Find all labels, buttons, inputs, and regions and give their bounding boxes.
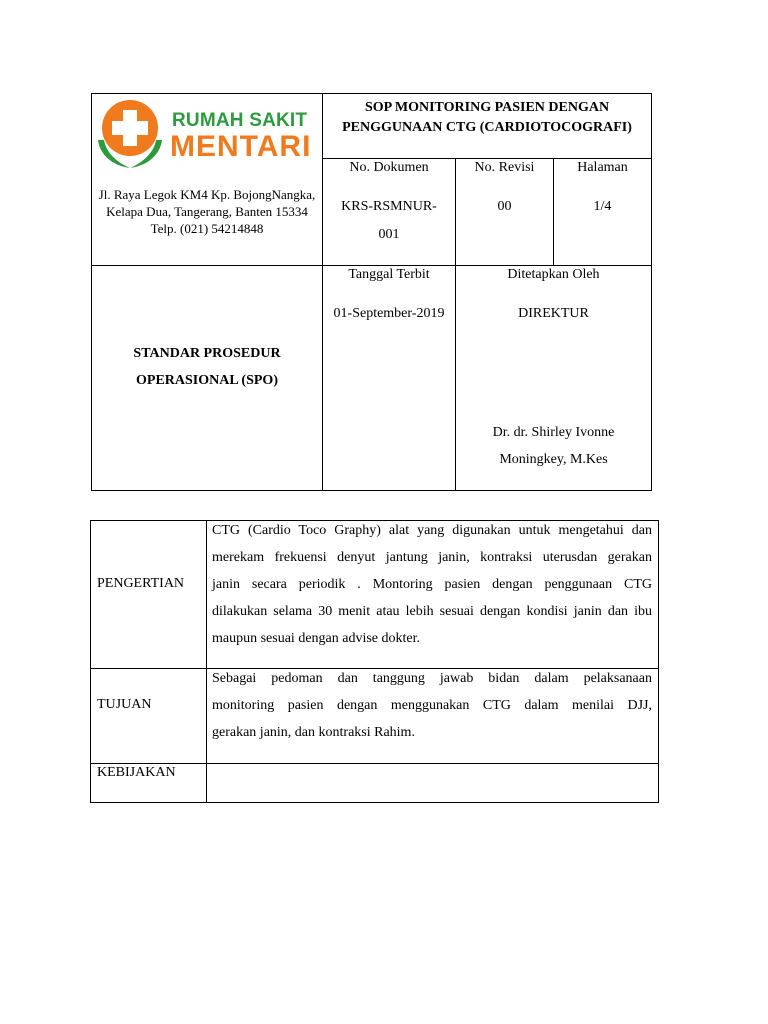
purpose-line: monitoring pasien dengan menggunakan CTG dalam menilai DJJ, [212, 698, 652, 713]
definition-line: dilakukan selama 30 menit atau lebih sesuai dengan kondisi janin dan ibu [212, 604, 652, 619]
approved-by-role: DIREKTUR [518, 306, 589, 321]
document-title-line1: SOP MONITORING PASIEN DENGAN [364, 100, 610, 115]
doc-number-label: No. Dokumen [349, 160, 429, 175]
issue-date-label: Tanggal Terbit [348, 267, 430, 282]
page-label: Halaman [577, 160, 628, 175]
logo-text-line2: MENTARI [170, 130, 312, 163]
address-line2: Kelapa Dua, Tangerang, Banten 15334 [106, 204, 308, 219]
hospital-logo [94, 96, 318, 172]
purpose-label: TUJUAN [97, 697, 152, 712]
policy-content-cell [206, 763, 659, 803]
issue-date-cell [322, 265, 456, 491]
purpose-line: gerakan janin, dan kontraksi Rahim. [212, 725, 415, 740]
approver-name-line1: Dr. dr. Shirley Ivonne [492, 425, 615, 440]
definition-line: merekam frekuensi denyut jantung janin, kontraksi uterusdan gerakan [212, 550, 652, 565]
doc-number-value-line1: KRS-RSMNUR- [341, 199, 437, 214]
address-line3: Telp. (021) 54214848 [150, 221, 264, 236]
document-title-line2: PENGGUNAAN CTG (CARDIOTOCOGRAFI) [342, 120, 632, 135]
definition-line: CTG (Cardio Toco Graphy) alat yang digunakan untuk mengetahui dan [212, 523, 652, 538]
revision-label: No. Revisi [474, 160, 535, 175]
definition-line: maupun sesuai dengan advise dokter. [212, 631, 421, 646]
page-value: 1/4 [593, 199, 612, 214]
spo-title-line2: OPERASIONAL (SPO) [136, 373, 278, 388]
approved-by-label: Ditetapkan Oleh [507, 267, 600, 282]
spo-title-line1: STANDAR PROSEDUR [133, 346, 281, 361]
revision-value: 00 [497, 199, 512, 214]
cross-hands-icon [94, 96, 170, 172]
definition-label: PENGERTIAN [97, 576, 185, 591]
definition-label-cell [90, 520, 207, 669]
definition-line: janin secara periodik . Montoring pasien dengan penggunaan CTG [212, 577, 652, 592]
doc-number-value-line2: 001 [378, 227, 400, 242]
approver-name-line2: Moningkey, M.Kes [499, 452, 608, 467]
issue-date-value: 01-September-2019 [333, 306, 445, 321]
policy-label: KEBIJAKAN [97, 765, 176, 780]
logo-text-line1: RUMAH SAKIT [172, 110, 308, 131]
address-line1: Jl. Raya Legok KM4 Kp. BojongNangka, [98, 187, 316, 202]
purpose-label-cell [90, 668, 207, 764]
purpose-line: Sebagai pedoman dan tanggung jawab bidan dalam pelaksanaan [212, 671, 652, 686]
